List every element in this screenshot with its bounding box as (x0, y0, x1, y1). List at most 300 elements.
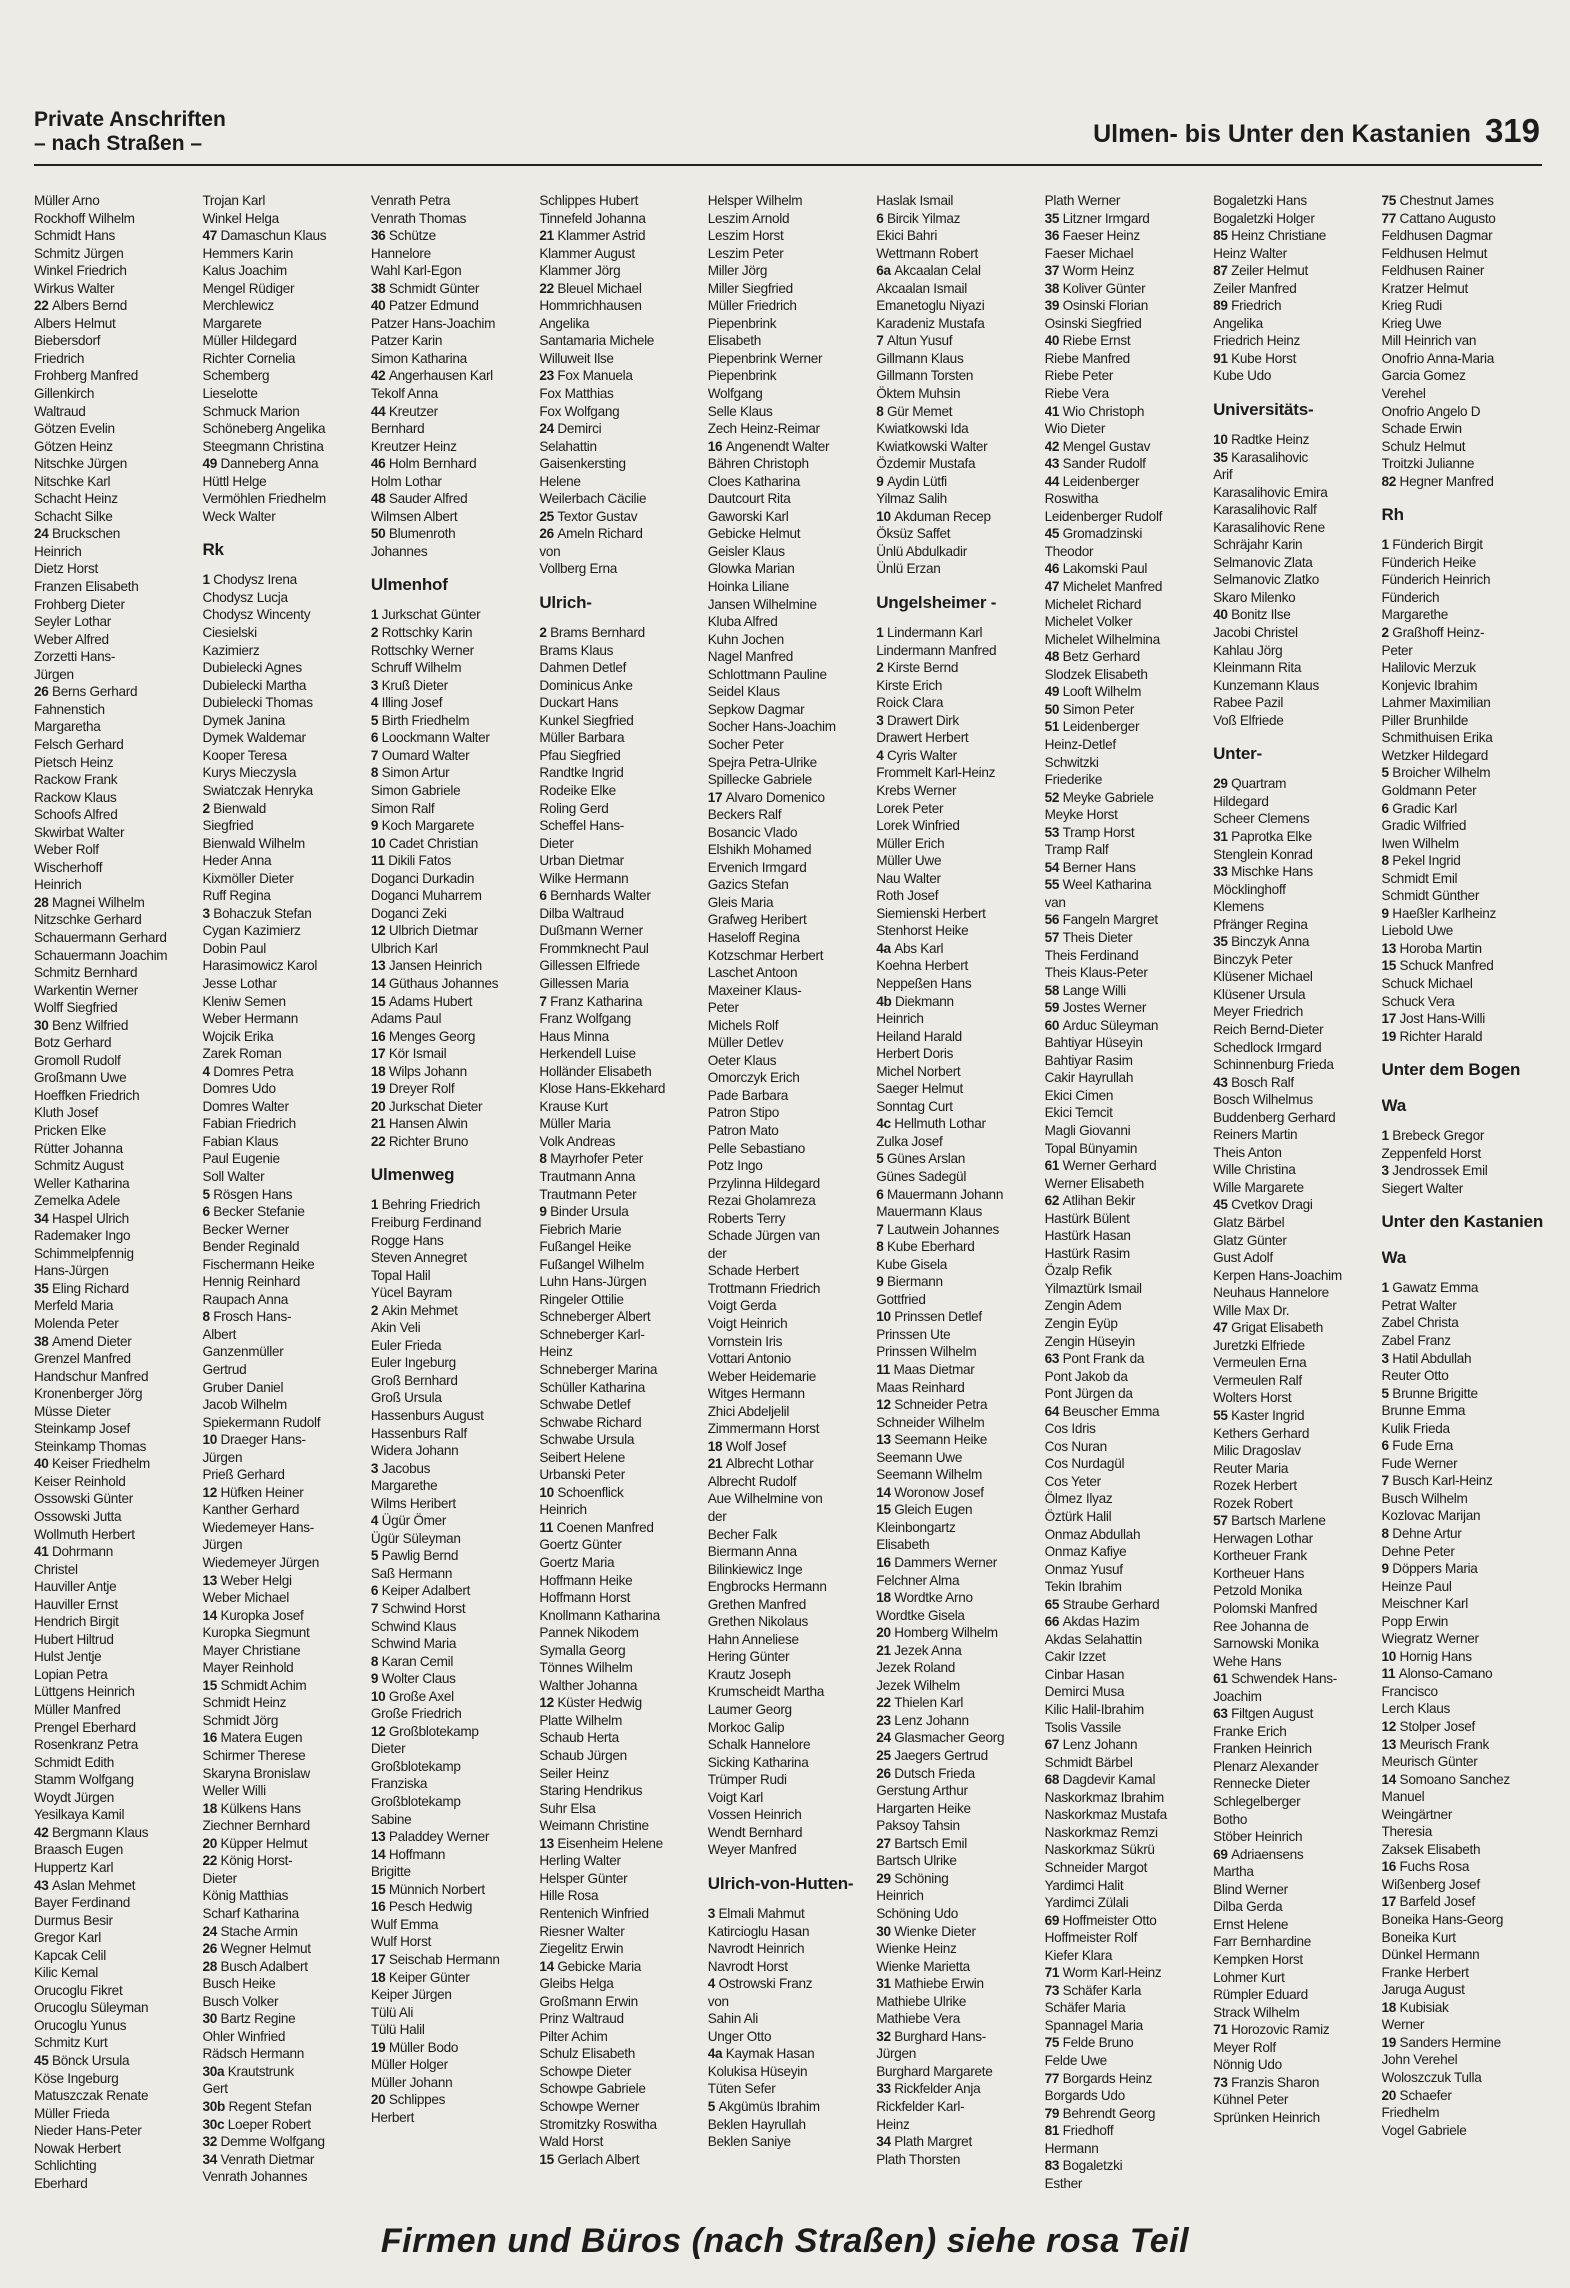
resident-entry: Aue Wilhelmine von (707, 1491, 823, 1507)
house-number: 11 (370, 853, 389, 869)
resident-entry: Lindermann Manfred (876, 642, 997, 658)
resident-entry: Bilinkiewicz Inge (707, 1561, 803, 1577)
resident-entry: Helsper Wilhelm (707, 193, 803, 208)
house-number: 8 (202, 1309, 214, 1325)
resident-entry: Christel (34, 1561, 78, 1577)
resident-entry: Jacobi Christel (1213, 625, 1298, 641)
resident-entry: 13 Weber Helgi (202, 1572, 292, 1588)
resident-entry: Doganci Durkadin (370, 870, 475, 886)
resident-entry: 30c Loeper Robert (202, 2116, 311, 2132)
resident-entry: Gillenkirch (34, 386, 95, 402)
resident-entry: Nieder Hans-Peter (34, 2123, 142, 2139)
resident-entry: Ohler Winfried (202, 2028, 286, 2044)
resident-entry: Zhici Abdeljelil (707, 1403, 790, 1419)
resident-entry: Garcia Gomez (1381, 368, 1466, 384)
resident-entry: Kortheuer Frank (1213, 1548, 1307, 1564)
resident-entry: Feldhusen Dagmar (1381, 228, 1493, 244)
resident-entry: Elshikh Mohamed (707, 842, 812, 858)
resident-entry: Dominicus Anke (539, 677, 633, 693)
resident-entry: Blind Werner (1213, 1881, 1288, 1897)
resident-entry: Bahtiyar Rasim (1044, 1052, 1133, 1068)
house-number: 33 (876, 2081, 895, 2097)
house-number: 9 (539, 1204, 551, 1220)
resident-entry: Angelika (1213, 315, 1263, 331)
resident-entry: Leidenberger Rudolf (1044, 508, 1163, 524)
house-number: 26 (202, 1941, 221, 1957)
house-number: 77 (1381, 210, 1400, 226)
resident-entry: Weimann Christine (539, 1818, 649, 1834)
resident-entry: Reiners Martin (1213, 1127, 1298, 1143)
resident-entry: 13 Jansen Heinrich (370, 958, 482, 974)
resident-entry: Rademaker Ingo (34, 1228, 131, 1244)
resident-entry: 18 Wilps Johann (370, 1063, 467, 1079)
resident-entry: 14 Woronow Josef (876, 1484, 984, 1500)
resident-entry: 30 Bartz Regine (202, 2011, 296, 2027)
resident-entry: Tüten Sefer (707, 2081, 776, 2097)
house-number: 77 (1044, 2070, 1063, 2086)
resident-entry: Hennig Reinhard (202, 1274, 300, 1290)
resident-entry: Gregor Karl (34, 1930, 101, 1946)
resident-entry: 45 Bönck Ursula (34, 2052, 130, 2068)
resident-entry: 10 Große Axel (370, 1688, 454, 1704)
resident-entry: 20 Homberg Wilhelm (876, 1625, 998, 1641)
resident-entry: Adams Paul (370, 1011, 442, 1027)
house-number: 8 (876, 1239, 887, 1255)
resident-entry: Ulbrich Karl (370, 940, 438, 956)
resident-entry: Hargarten Heike (876, 1800, 971, 1816)
resident-entry: Petrat Walter (1381, 1297, 1457, 1313)
resident-entry: Wollmuth Herbert (34, 1526, 135, 1542)
resident-entry: Schwitzki (1044, 754, 1099, 770)
street-heading: Rh (1381, 505, 1404, 525)
resident-entry: Jezek Wilhelm (876, 1677, 960, 1693)
resident-entry: 27 Bartsch Emil (876, 1835, 967, 1851)
house-number: 3 (707, 1905, 719, 1921)
resident-entry: Potz Ingo (707, 1158, 763, 1174)
house-number: 4 (202, 1063, 214, 1079)
resident-entry: Peter (707, 1000, 739, 1016)
resident-entry: Steinkamp Thomas (34, 1438, 147, 1454)
resident-entry: Braasch Eugen (34, 1842, 124, 1858)
resident-entry: Sahin Ali (707, 2011, 758, 2027)
resident-entry: Kazimierz (202, 642, 260, 658)
resident-entry: 14 Kuropka Josef (202, 1607, 304, 1623)
resident-entry: Klüsener Michael (1213, 969, 1313, 985)
resident-entry: Schacht Heinz (34, 491, 118, 507)
resident-entry: Kilic Halil-Ibrahim (1044, 1702, 1144, 1718)
resident-entry: 48 Sauder Alfred (370, 491, 468, 507)
resident-entry: Haseloff Regina (707, 929, 800, 945)
resident-entry: Jürgen (202, 1537, 243, 1553)
resident-entry: Spiekermann Rudolf (202, 1414, 321, 1430)
resident-entry: 8 Kube Eberhard (876, 1239, 975, 1255)
resident-entry: 44 Kreutzer (370, 403, 438, 419)
resident-entry: Topal Bünyamin (1044, 1140, 1138, 1156)
resident-entry: Müller Uwe (876, 853, 942, 869)
resident-entry: 18 Kubisiak (1381, 1999, 1449, 2015)
resident-entry: Bosch Wilhelmus (1213, 1092, 1313, 1108)
resident-entry: Schuck Michael (1381, 975, 1473, 991)
house-number: 9 (370, 818, 382, 834)
resident-entry: Farr Bernhardine (1213, 1934, 1312, 1950)
resident-entry: 21 Jezek Anna (876, 1642, 962, 1658)
resident-entry: Theodor (1044, 543, 1094, 559)
resident-entry: Merchlewicz (202, 298, 274, 314)
resident-entry: Großblotekamp (370, 1758, 461, 1774)
resident-entry: 4 Illing Josef (370, 695, 443, 711)
resident-entry: 20 Jurkschat Dieter (370, 1098, 483, 1114)
resident-entry: Schoofs Alfred (34, 807, 118, 823)
resident-entry: 52 Meyke Gabriele (1044, 789, 1154, 805)
house-number: 21 (539, 228, 558, 244)
resident-entry: Meurisch Günter (1381, 1754, 1478, 1770)
house-number: 2 (202, 800, 214, 816)
resident-entry: 16 Angenendt Walter (707, 438, 830, 454)
resident-entry: 40 Patzer Edmund (370, 298, 479, 314)
house-number: 20 (876, 1625, 895, 1641)
resident-entry: Wilke Hermann (539, 870, 629, 886)
resident-entry: Grethen Manfred (707, 1596, 807, 1612)
resident-entry: 8 Pekel Ingrid (1381, 853, 1461, 869)
resident-entry: 10 Akduman Recep (876, 508, 991, 524)
resident-entry: Schalk Hannelore (707, 1737, 811, 1753)
resident-entry: Rentenich Winfried (539, 1905, 649, 1921)
house-number: 54 (1044, 859, 1063, 875)
resident-entry: 11 Dikili Fatos (370, 853, 451, 869)
resident-entry: 9 Binder Ursula (539, 1204, 629, 1220)
resident-entry: 17 Jost Hans-Willi (1381, 1011, 1485, 1027)
section-title (34, 108, 226, 156)
resident-entry: Schmitz Jürgen (34, 245, 124, 261)
resident-entry: Doganci Muharrem (370, 888, 482, 904)
resident-entry: Schmidt Bärbel (1044, 1754, 1133, 1770)
resident-entry: Koehna Herbert (876, 958, 968, 974)
resident-entry: 2 Bienwald (202, 800, 266, 816)
resident-entry: Handschur Manfred (34, 1368, 149, 1384)
resident-entry: Orucoglu Fikret (34, 1982, 123, 1998)
resident-entry: Bartsch Ulrike (876, 1853, 957, 1869)
resident-entry: 40 Riebe Ernst (1044, 333, 1131, 349)
house-number: 65 (1044, 1596, 1063, 1612)
resident-entry: Jaruga August (1381, 1982, 1465, 1998)
resident-entry: Lorek Winfried (876, 818, 960, 834)
house-number: 26 (876, 1765, 895, 1781)
resident-entry: 56 Fangeln Margret (1044, 912, 1158, 928)
street-heading: Universitäts- (1213, 400, 1314, 420)
resident-entry: Brunne Emma (1381, 1403, 1466, 1419)
resident-entry: Onofrio Angelo D (1381, 403, 1481, 419)
resident-entry: Fünderich (1381, 589, 1440, 605)
house-number: 7 (370, 1601, 382, 1617)
street-heading: Wa (1381, 1248, 1407, 1268)
resident-entry: 1 Behring Friedrich (370, 1197, 481, 1213)
resident-entry: Elisabeth (707, 333, 761, 349)
resident-entry: Dietz Horst (34, 561, 98, 577)
resident-entry: Seemann Wilhelm (876, 1467, 983, 1483)
resident-entry: Buddenberg Gerhard (1213, 1109, 1336, 1125)
resident-entry: 30b Regent Stefan (202, 2098, 312, 2114)
resident-entry: Ossowski Jutta (34, 1509, 122, 1525)
resident-entry: Öztürk Halil (1044, 1509, 1112, 1525)
resident-entry: 87 Zeiler Helmut (1213, 263, 1309, 279)
street-heading: Ulmenhof (370, 575, 448, 595)
resident-entry: Zulka Josef (876, 1133, 943, 1149)
resident-entry: Yesilkaya Kamil (34, 1807, 125, 1823)
house-number: 14 (370, 975, 389, 991)
resident-entry: 20 Schlippes (370, 2092, 446, 2108)
resident-entry: Krumscheidt Martha (707, 1684, 824, 1700)
resident-entry: Biebersdorf (34, 333, 101, 349)
house-number: 40 (1044, 333, 1063, 349)
house-number: 5 (370, 1548, 382, 1564)
resident-entry: Yilmaztürk Ismail (1044, 1280, 1142, 1296)
resident-entry: Akdas Selahattin (1044, 1631, 1142, 1647)
house-number: 18 (707, 1438, 726, 1454)
resident-entry: Symalla Georg (539, 1642, 626, 1658)
resident-entry: Venrath Petra (370, 193, 451, 208)
resident-entry: Euler Frieda (370, 1337, 442, 1353)
house-number: 14 (876, 1484, 895, 1500)
resident-entry: Witges Hermann (707, 1386, 805, 1402)
resident-entry: Kleinbongartz (876, 1519, 956, 1535)
resident-entry: Kwiatkowski Ida (876, 421, 969, 437)
resident-entry: Haslak Ismail (876, 193, 954, 208)
resident-entry: Wille Christina (1213, 1162, 1296, 1178)
resident-entry: Schmitz August (34, 1158, 124, 1174)
house-number: 73 (1213, 2074, 1232, 2090)
resident-entry: 68 Dagdevir Kamal (1044, 1772, 1156, 1788)
resident-entry: Kolukisa Hüseyin (707, 2063, 808, 2079)
resident-entry: Siegert Walter (1381, 1180, 1463, 1196)
house-number: 63 (1213, 1706, 1232, 1722)
house-number: 16 (202, 1730, 221, 1746)
resident-entry: Fude Werner (1381, 1455, 1458, 1471)
resident-entry: Schaub Herta (539, 1730, 619, 1746)
resident-entry: Winkel Friedrich (34, 263, 127, 279)
resident-entry: 7 Altun Yusuf (876, 333, 953, 349)
resident-entry: Wettmann Robert (876, 245, 978, 261)
resident-entry: 15 Gleich Eugen (876, 1502, 973, 1518)
house-number: 18 (370, 1969, 389, 1985)
resident-entry: Michels Rolf (707, 1017, 779, 1033)
resident-entry: Schmitz Bernhard (34, 965, 138, 981)
resident-entry: Heinze Paul (1381, 1578, 1452, 1594)
resident-entry: 6 Loockmann Walter (370, 730, 490, 746)
resident-entry: Keiper Jürgen (370, 1987, 452, 2003)
resident-entry: Zabel Christa (1381, 1315, 1459, 1331)
resident-entry: Pade Barbara (707, 1087, 789, 1103)
resident-entry: Gert (202, 2081, 228, 2097)
resident-entry: Zorzetti Hans- (34, 649, 116, 665)
resident-entry: 32 Demme Wolfgang (202, 2134, 325, 2150)
house-number: 48 (1044, 649, 1063, 665)
house-number: 16 (707, 438, 726, 454)
house-number: 20 (1381, 2087, 1400, 2103)
house-number: 6 (370, 730, 382, 746)
resident-entry: Schowpe Dieter (539, 2063, 632, 2079)
resident-entry: Müller Johann (370, 2074, 453, 2090)
resident-entry: der (707, 1245, 727, 1261)
resident-entry: 69 Hoffmeister Otto (1044, 1912, 1157, 1928)
resident-entry: Herbert Doris (876, 1046, 954, 1062)
house-number: 30 (34, 1017, 52, 1033)
resident-entry: Rosenkranz Petra (34, 1737, 139, 1753)
resident-entry: Steegmann Christina (202, 438, 324, 454)
house-number: 36 (370, 228, 389, 244)
resident-entry: Goldmann Peter (1381, 782, 1477, 798)
resident-entry: Schmidt Hans (34, 228, 116, 244)
house-number: 9 (370, 1671, 382, 1687)
house-number: 27 (876, 1835, 895, 1851)
resident-entry: Wienke Heinz (876, 1941, 957, 1957)
house-number: 12 (370, 1723, 389, 1739)
house-number: 8 (1381, 1526, 1393, 1541)
resident-entry: Rodeike Elke (539, 782, 616, 798)
resident-entry: 49 Looft Wilhelm (1044, 684, 1142, 700)
resident-entry: 75 Felde Bruno (1044, 2035, 1134, 2051)
resident-entry: Lopian Petra (34, 1666, 108, 1682)
resident-entry: Patron Mato (707, 1122, 779, 1138)
resident-entry: 46 Holm Bernhard (370, 456, 477, 472)
resident-entry: Sicking Katharina (707, 1754, 809, 1770)
house-number: 14 (1381, 1771, 1400, 1787)
resident-entry: Hoffmann Heike (539, 1572, 633, 1588)
resident-entry: Schneberger Marina (539, 1362, 658, 1377)
resident-entry: 9 Koch Margarete (370, 818, 475, 834)
resident-entry: 9 Aydin Lütfi (876, 473, 947, 489)
house-number: 29 (1213, 776, 1232, 792)
resident-entry: Hannelore (370, 245, 431, 261)
house-number: 8 (1381, 853, 1393, 869)
resident-entry: Sabine (370, 1811, 412, 1827)
resident-entry: 2 Graßhoff Heinz- (1381, 625, 1485, 641)
house-number: 1 (370, 1197, 382, 1213)
resident-entry: Botho (1213, 1811, 1248, 1827)
resident-entry: 45 Gromadzinski (1044, 526, 1143, 542)
resident-entry: Weber Hermann (202, 1011, 299, 1027)
resident-entry: Urbanski Peter (539, 1467, 626, 1483)
house-number: 7 (539, 993, 551, 1009)
resident-entry: Schowpe Werner (539, 2098, 640, 2114)
resident-entry: Prinssen Ute (876, 1326, 951, 1342)
house-number: 6 (876, 210, 887, 226)
resident-entry: Heiland Harald (876, 1028, 962, 1044)
resident-entry: 21 Klammer Astrid (539, 228, 646, 244)
resident-entry: Neuhaus Hannelore (1213, 1285, 1329, 1301)
house-number: 7 (370, 747, 382, 763)
resident-entry: Weber Heidemarie (707, 1368, 817, 1384)
resident-entry: 19 Dreyer Rolf (370, 1081, 455, 1097)
resident-entry: Krautz Joseph (707, 1666, 791, 1682)
house-number: 29 (876, 1870, 895, 1886)
house-number: 71 (1044, 1965, 1063, 1981)
resident-entry: Franzen Elisabeth (34, 579, 139, 595)
resident-entry: 58 Lange Willi (1044, 982, 1126, 998)
resident-entry: Zeppenfeld Horst (1381, 1145, 1482, 1161)
resident-entry: 12 Schneider Petra (876, 1397, 988, 1413)
resident-entry: Schedlock Irmgard (1213, 1039, 1322, 1055)
house-number: 16 (370, 1028, 389, 1044)
resident-entry: Mathiebe Vera (876, 2011, 960, 2027)
resident-entry: 3 Kruß Dieter (370, 677, 448, 693)
resident-entry: 55 Kaster Ingrid (1213, 1408, 1305, 1423)
resident-entry: 38 Schmidt Günter (370, 280, 480, 296)
resident-entry: Hubert Hiltrud (34, 1631, 114, 1647)
resident-entry: Naskorkmaz Sükrü (1044, 1842, 1155, 1858)
resident-entry: Ziegelitz Erwin (539, 1941, 624, 1957)
resident-entry: 8 Simon Artur (370, 765, 450, 781)
resident-entry: Mauermann Klaus (876, 1204, 983, 1220)
resident-entry: 89 Friedrich (1213, 298, 1282, 314)
footer-note: Firmen und Büros (nach Straßen) siehe rosa Teil (380, 2222, 1190, 2260)
house-number: 68 (1044, 1772, 1063, 1788)
resident-entry: Piepenbrink Werner (707, 350, 823, 366)
resident-entry: 12 Hüfken Heiner (202, 1484, 304, 1500)
house-number: 41 (1044, 403, 1063, 419)
resident-entry: Wojcik Erika (202, 1028, 274, 1044)
resident-entry: Weller Willi (202, 1783, 266, 1799)
resident-entry: Jürgen (876, 2046, 916, 2062)
resident-entry: Wille Margarete (1213, 1179, 1304, 1195)
resident-entry: Osinski Siegfried (1044, 315, 1142, 331)
resident-entry: 29 Schöning (876, 1870, 949, 1886)
resident-entry: 19 Müller Bodo (370, 2039, 459, 2055)
resident-entry: Öktem Muhsin (876, 386, 961, 402)
resident-entry: Francisco (1381, 1683, 1438, 1699)
resident-entry: Becher Falk (707, 1526, 777, 1542)
resident-entry: Michelet Richard (1044, 596, 1142, 612)
resident-entry: 1 Lindermann Karl (876, 625, 983, 641)
resident-entry: Roick Clara (876, 695, 944, 711)
resident-entry: Kozlovac Marijan (1381, 1508, 1481, 1524)
resident-entry: Hildegard (1213, 793, 1269, 809)
street-heading: Unter dem Bogen (1381, 1060, 1521, 1080)
resident-entry: Zech Heinz-Reimar (707, 421, 820, 437)
resident-entry: Köse Ingeburg (34, 2070, 119, 2086)
resident-entry: 63 Pont Frank da (1044, 1351, 1145, 1367)
resident-entry: Voigt Heinrich (707, 1316, 788, 1331)
resident-entry: 3 Drawert Dirk (876, 712, 959, 728)
house-number: 46 (370, 456, 389, 472)
resident-entry: Naskorkmaz Mustafa (1044, 1807, 1167, 1823)
resident-entry: Leszim Horst (707, 228, 784, 244)
resident-entry: Klemens (1213, 899, 1264, 915)
resident-entry: Heinrich (876, 1888, 924, 1904)
resident-entry: Karasalihovic Ralf (1213, 502, 1317, 518)
resident-entry: 25 Jaegers Gertrud (876, 1748, 988, 1764)
street-heading: Unter den Kastanien (1381, 1212, 1544, 1232)
resident-entry: Seyler Lothar (34, 614, 111, 630)
house-number: 13 (370, 1829, 389, 1845)
resident-entry: 2 Rottschky Karin (370, 625, 473, 641)
resident-entry: Walther Johanna (539, 1677, 638, 1693)
street-heading: Unter- (1213, 744, 1262, 764)
resident-entry: Peter (1381, 642, 1413, 658)
resident-entry: 3 Elmali Mahmut (707, 1905, 805, 1921)
resident-entry: 24 Bruckschen (34, 526, 121, 542)
house-number: 12 (1381, 1719, 1400, 1735)
resident-entry: Kirste Erich (876, 677, 943, 693)
resident-entry: Miller Siegfried (707, 280, 793, 296)
resident-entry: 5 Rösgen Hans (202, 1186, 293, 1202)
resident-entry: 73 Schäfer Karla (1044, 1982, 1142, 1998)
house-number: 64 (1044, 1403, 1063, 1419)
resident-entry: 77 Borgards Heinz (1044, 2070, 1153, 2086)
resident-entry: Margaretha (34, 719, 101, 735)
resident-entry: Kurys Mieczysla (202, 765, 297, 781)
resident-entry: 75 Chestnut James (1381, 193, 1494, 208)
resident-entry: Rottschky Werner (370, 642, 474, 658)
